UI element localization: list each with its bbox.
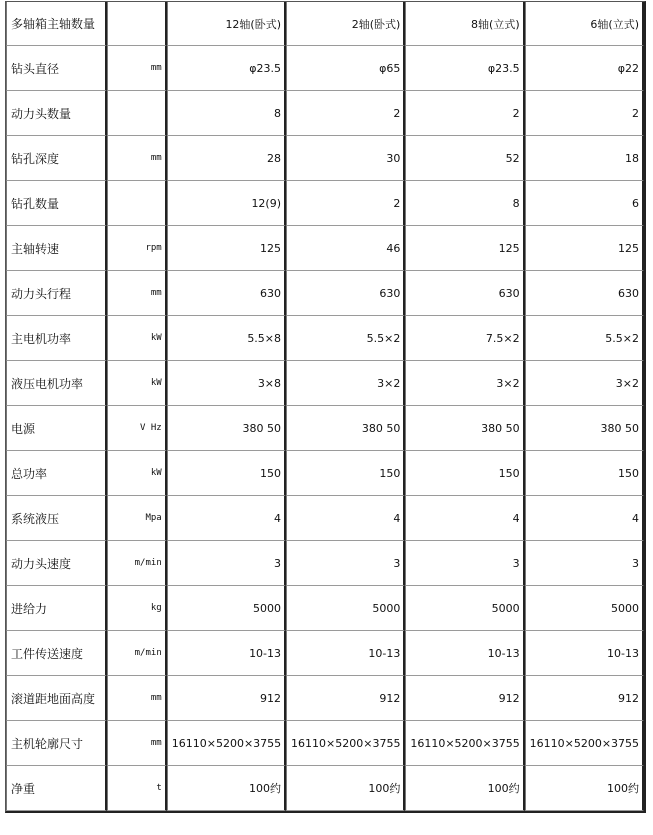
- row-value: 100约: [286, 766, 405, 811]
- table-row: [6, 226, 644, 271]
- row-value: 12(9): [167, 181, 286, 226]
- header-row: [6, 2, 644, 46]
- row-value: 912: [525, 676, 644, 721]
- row-unit: [107, 91, 167, 136]
- table-row: [6, 721, 644, 766]
- row-label: 动力头速度: [6, 541, 107, 586]
- row-value: 16110×5200×3755: [167, 721, 286, 766]
- model-header: 6轴(立式): [525, 2, 644, 46]
- row-value: 630: [405, 271, 524, 316]
- model-header: 8轴(立式): [405, 2, 524, 46]
- row-value: 912: [286, 676, 405, 721]
- row-value: 4: [286, 496, 405, 541]
- table-row: [6, 631, 644, 676]
- row-value: 380 50: [405, 406, 524, 451]
- row-value: 2: [286, 91, 405, 136]
- row-value: 4: [405, 496, 524, 541]
- table-row: [6, 676, 644, 721]
- row-value: 3: [286, 541, 405, 586]
- table-row: [6, 361, 644, 406]
- row-value: 46: [286, 226, 405, 271]
- spec-table-body: [6, 2, 644, 811]
- row-value: 100约: [525, 766, 644, 811]
- table-row: [6, 496, 644, 541]
- row-value: 5.5×8: [167, 316, 286, 361]
- row-label: 主轴转速: [6, 226, 107, 271]
- row-value: 30: [286, 136, 405, 181]
- model-header: 12轴(卧式): [167, 2, 286, 46]
- row-label: 净重: [6, 766, 107, 811]
- row-unit: rpm: [107, 226, 167, 271]
- row-value: 3×2: [405, 361, 524, 406]
- table-row: [6, 91, 644, 136]
- row-value: 125: [525, 226, 644, 271]
- row-value: 3: [525, 541, 644, 586]
- table-row: [6, 136, 644, 181]
- row-value: 5.5×2: [525, 316, 644, 361]
- row-value: 5.5×2: [286, 316, 405, 361]
- row-value: 8: [405, 181, 524, 226]
- row-unit: mm: [107, 46, 167, 91]
- row-label: 动力头数量: [6, 91, 107, 136]
- row-value: 28: [167, 136, 286, 181]
- row-unit: m/min: [107, 631, 167, 676]
- row-value: 3×2: [286, 361, 405, 406]
- table-row: [6, 46, 644, 91]
- row-value: 4: [525, 496, 644, 541]
- row-value: 3: [405, 541, 524, 586]
- row-value: 2: [405, 91, 524, 136]
- row-value: 5000: [525, 586, 644, 631]
- header-label: 多轴箱主轴数量: [6, 2, 107, 46]
- row-unit: t: [107, 766, 167, 811]
- table-row: [6, 181, 644, 226]
- row-label: 主机轮廓尺寸: [6, 721, 107, 766]
- row-value: 10-13: [405, 631, 524, 676]
- row-label: 液压电机功率: [6, 361, 107, 406]
- row-unit: [107, 181, 167, 226]
- row-value: 16110×5200×3755: [405, 721, 524, 766]
- row-label: 工件传送速度: [6, 631, 107, 676]
- row-label: 动力头行程: [6, 271, 107, 316]
- row-label: 总功率: [6, 451, 107, 496]
- row-value: 6: [525, 181, 644, 226]
- row-label: 进给力: [6, 586, 107, 631]
- row-value: 7.5×2: [405, 316, 524, 361]
- row-value: 912: [405, 676, 524, 721]
- table-row: [6, 451, 644, 496]
- row-unit: kW: [107, 451, 167, 496]
- row-value: 380 50: [525, 406, 644, 451]
- row-value: φ23.5: [405, 46, 524, 91]
- row-value: 5000: [167, 586, 286, 631]
- row-value: 100约: [167, 766, 286, 811]
- row-value: 380 50: [286, 406, 405, 451]
- row-value: 3: [167, 541, 286, 586]
- row-value: 630: [286, 271, 405, 316]
- row-value: 380 50: [167, 406, 286, 451]
- row-label: 钻孔深度: [6, 136, 107, 181]
- table-row: [6, 271, 644, 316]
- row-value: 150: [405, 451, 524, 496]
- row-unit: mm: [107, 136, 167, 181]
- row-value: 630: [525, 271, 644, 316]
- row-value: 10-13: [167, 631, 286, 676]
- row-value: 3×8: [167, 361, 286, 406]
- row-value: 10-13: [525, 631, 644, 676]
- row-unit: kg: [107, 586, 167, 631]
- row-label: 电源: [6, 406, 107, 451]
- row-value: 4: [167, 496, 286, 541]
- row-label: 钻孔数量: [6, 181, 107, 226]
- table-row: [6, 541, 644, 586]
- row-value: 912: [167, 676, 286, 721]
- row-value: 150: [286, 451, 405, 496]
- row-value: 125: [167, 226, 286, 271]
- row-unit: m/min: [107, 541, 167, 586]
- row-value: 18: [525, 136, 644, 181]
- row-unit: kW: [107, 316, 167, 361]
- row-value: 2: [525, 91, 644, 136]
- row-value: 16110×5200×3755: [525, 721, 644, 766]
- table-row: [6, 766, 644, 811]
- row-value: 150: [167, 451, 286, 496]
- row-value: 150: [525, 451, 644, 496]
- row-label: 主电机功率: [6, 316, 107, 361]
- row-unit: kW: [107, 361, 167, 406]
- row-value: 5000: [405, 586, 524, 631]
- header-unit: [107, 2, 167, 46]
- row-value: 100约: [405, 766, 524, 811]
- row-value: φ65: [286, 46, 405, 91]
- row-label: 滚道距地面高度: [6, 676, 107, 721]
- table-row: [6, 586, 644, 631]
- row-value: 5000: [286, 586, 405, 631]
- row-unit: Mpa: [107, 496, 167, 541]
- row-label: 系统液压: [6, 496, 107, 541]
- row-value: 52: [405, 136, 524, 181]
- row-value: 3×2: [525, 361, 644, 406]
- row-value: 2: [286, 181, 405, 226]
- row-unit: mm: [107, 676, 167, 721]
- row-value: 8: [167, 91, 286, 136]
- row-unit: V Hz: [107, 406, 167, 451]
- row-label: 钻头直径: [6, 46, 107, 91]
- row-value: 16110×5200×3755: [286, 721, 405, 766]
- table-row: [6, 316, 644, 361]
- spec-table: [5, 1, 646, 813]
- table-row: [6, 406, 644, 451]
- row-value: 125: [405, 226, 524, 271]
- row-unit: mm: [107, 721, 167, 766]
- row-value: 10-13: [286, 631, 405, 676]
- row-value: φ23.5: [167, 46, 286, 91]
- model-header: 2轴(卧式): [286, 2, 405, 46]
- row-unit: mm: [107, 271, 167, 316]
- row-value: φ22: [525, 46, 644, 91]
- row-value: 630: [167, 271, 286, 316]
